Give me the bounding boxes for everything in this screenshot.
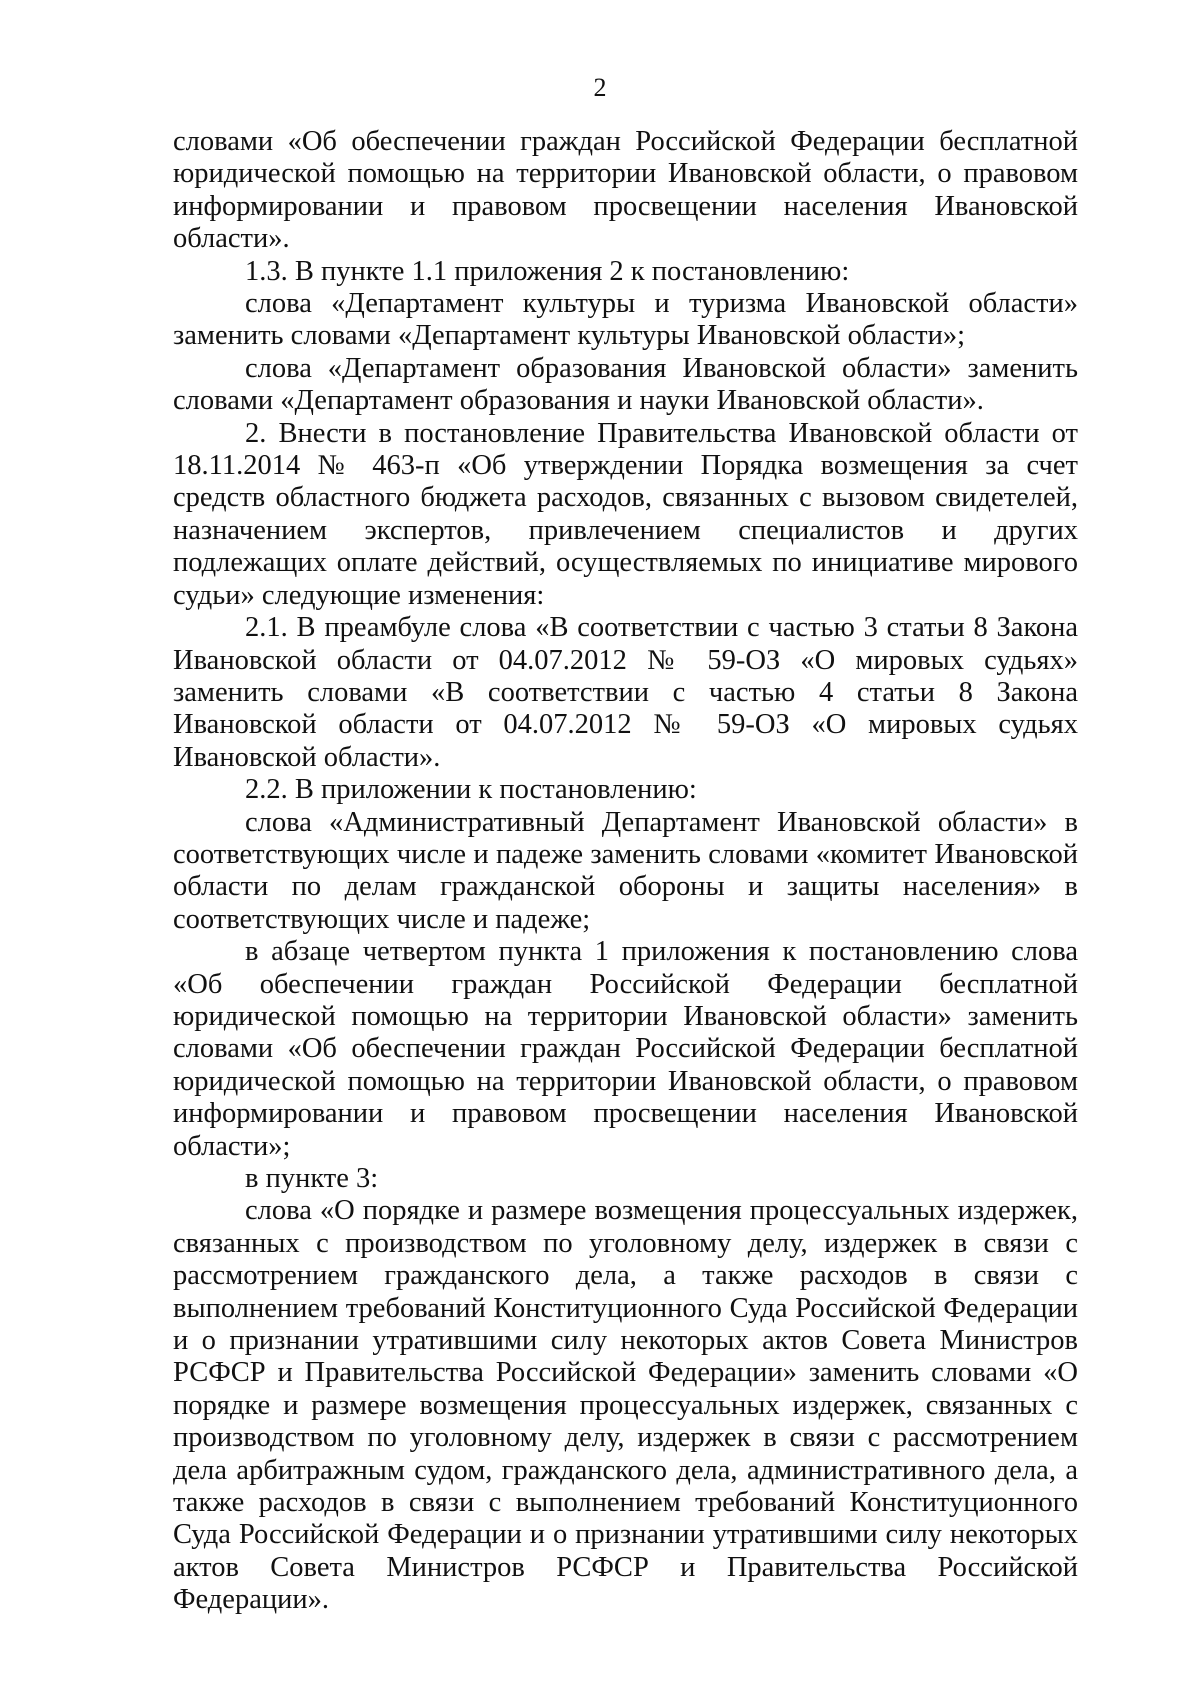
paragraph: в абзаце четвертом пункта 1 приложения к постановлению слова «Об обеспечении граждан Российской Федерации бесплатной юридической помощью на территории Ивановской области» заменить словами «Об обеспечении граждан Российской Федерации бесплатной юридической помощью на территории Ивановской области, о правовом информировании и правовом просвещении населения Ивановской области»; (173, 936, 1078, 1162)
paragraph: словами «Об обеспечении граждан Российской Федерации бесплатной юридической помощью на территории Ивановской области, о правовом информировании и правовом просвещении населения Ивановской области». (173, 126, 1078, 255)
paragraph: 2. Внести в постановление Правительства Ивановской области от 18.11.2014 № 463-п «Об утверждении Порядка возмещения за счет средств областного бюджета расходов, связанных с вызовом свидетелей, назначением экспертов, привлечением специалистов и других подлежащих оплате действий, осуществляемых по инициативе мирового судьи» следующие изменения: (173, 417, 1078, 611)
paragraph: слова «Административный Департамент Ивановской области» в соответствующих числе и падеже заменить словами «комитет Ивановской области по делам гражданской обороны и защиты населения» в соответствующих числе и падеже; (173, 806, 1078, 935)
paragraph: в пункте 3: (245, 1163, 379, 1194)
paragraph: 2.2. В приложении к постановлению: (245, 774, 697, 806)
paragraph: слова «Департамент образования Ивановской области» заменить словами «Департамент образования и науки Ивановской области». (173, 352, 1078, 417)
document-body (173, 126, 1078, 1617)
paragraph: слова «Департамент культуры и туризма Ивановской области» заменить словами «Департамент культуры Ивановской области»; (173, 288, 1078, 352)
paragraph: 2.1. В преамбуле слова «В соответствии с частью 3 статьи 8 Закона Ивановской области от 04.07.2012 № 59-ОЗ «О мировых судьях» заменить словами «В соответствии с частью 4 статьи 8 Закона Ивановской области от 04.07.2012 № 59-ОЗ «О мировых судьях Ивановской области». (173, 612, 1078, 773)
paragraph: слова «О порядке и размере возмещения процессуальных издержек, связанных с производством по уголовному делу, издержек в связи с рассмотрением гражданского дела, а также расходов в связи с выполнением требований Конституционного Суда Российской Федерации и о признании утратившими силу некоторых актов Совета Министров РСФСР и Правительства Российской Федерации» заменить словами «О порядке и размере возмещения процессуальных издержек, связанных с производством по уголовному делу, издержек в связи с рассмотрением дела арбитражным судом, гражданского дела, административного дела, а также расходов в связи с выполнением требований Конституционного Суда Российской Федерации и о признании утратившими силу некоторых актов Совета Министров РСФСР и Правительства Российской Федерации». (173, 1195, 1078, 1616)
page-number: 2 (593, 73, 607, 102)
paragraph: 1.3. В пункте 1.1 приложения 2 к постановлению: (245, 255, 850, 287)
